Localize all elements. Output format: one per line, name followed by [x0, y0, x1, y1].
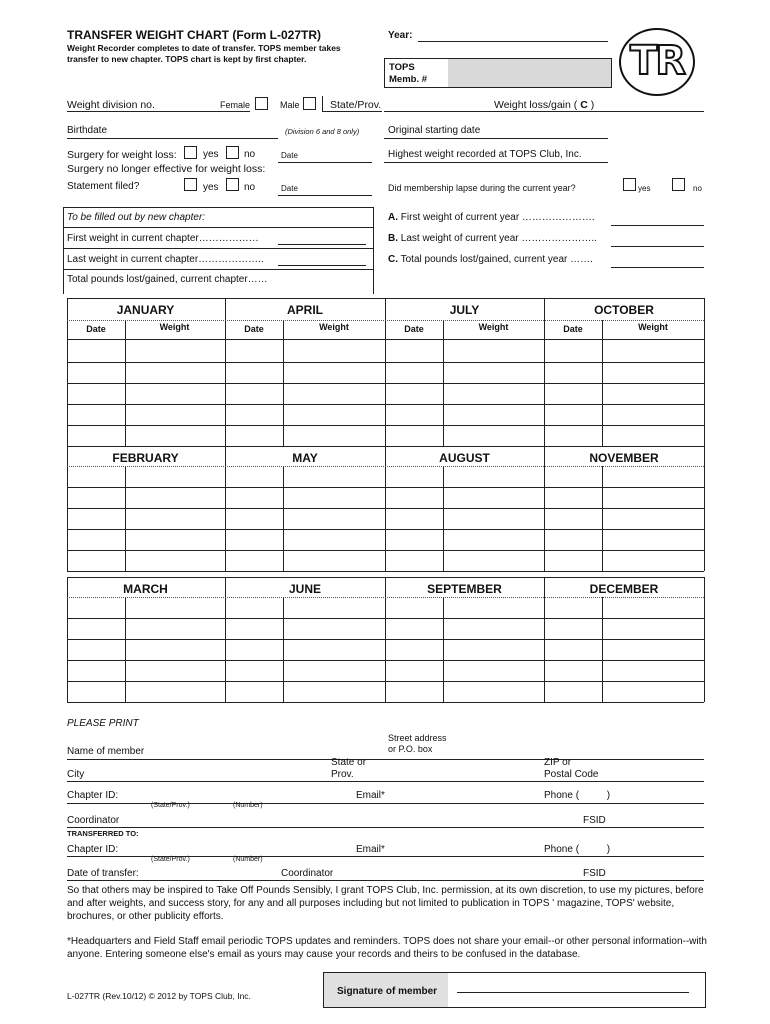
weight-cell[interactable]: [603, 597, 703, 617]
male-label: Male: [280, 100, 300, 110]
weight-cell[interactable]: [284, 660, 384, 680]
date-cell[interactable]: [68, 487, 124, 507]
weight-column-header: Weight: [159, 322, 190, 332]
date-cell[interactable]: [545, 550, 601, 570]
weight-cell[interactable]: [284, 466, 384, 486]
date-of-transfer-label: Date of transfer:: [67, 868, 139, 879]
original-starting-date-label: Original starting date: [388, 125, 481, 136]
weight-cell[interactable]: [126, 660, 223, 680]
date-cell[interactable]: [68, 639, 124, 659]
weight-cell[interactable]: [603, 487, 703, 507]
weight-cell[interactable]: [284, 618, 384, 638]
date-cell[interactable]: [386, 466, 442, 486]
c-letter: C.: [388, 254, 398, 265]
grid-row-line: [67, 425, 704, 426]
date-cell[interactable]: [545, 618, 601, 638]
date-cell[interactable]: [545, 597, 601, 617]
weight-cell[interactable]: [126, 639, 223, 659]
weight-cell[interactable]: [284, 639, 384, 659]
date-cell[interactable]: [68, 660, 124, 680]
date-cell[interactable]: [226, 341, 282, 361]
date-cell[interactable]: [386, 341, 442, 361]
transferred-to-label: TRANSFERRED TO:: [67, 829, 139, 838]
new-phone-label: Phone ( ): [544, 844, 611, 855]
a-letter: A.: [388, 212, 398, 223]
date-cell[interactable]: [386, 508, 442, 528]
weight-cell[interactable]: [284, 529, 384, 549]
date-cell[interactable]: [68, 508, 124, 528]
male-checkbox[interactable]: [303, 97, 316, 110]
member-name-field[interactable]: [67, 745, 704, 760]
date-cell[interactable]: [386, 660, 442, 680]
member-number-field[interactable]: [448, 59, 611, 87]
weight-cell[interactable]: [126, 383, 223, 403]
weight-cell[interactable]: [603, 466, 703, 486]
date-cell[interactable]: [386, 639, 442, 659]
weight-cell[interactable]: [126, 341, 223, 361]
date-cell[interactable]: [545, 362, 601, 382]
date-cell[interactable]: [226, 639, 282, 659]
signature-line[interactable]: [457, 992, 689, 993]
weight-cell[interactable]: [284, 597, 384, 617]
statement-yes-label: yes: [203, 182, 219, 193]
last-weight-field[interactable]: [278, 251, 366, 266]
surgery-yes-checkbox[interactable]: [184, 146, 197, 159]
grid-row-line: [67, 487, 704, 488]
b-text: Last weight of current year …………………..: [400, 233, 597, 244]
weight-cell[interactable]: [603, 529, 703, 549]
weight-cell[interactable]: [284, 425, 384, 445]
surgery-no-label: no: [244, 149, 256, 160]
grid-row-line: [67, 660, 704, 661]
prov-label: Prov.: [331, 769, 354, 780]
tr-logo: [619, 28, 695, 96]
weight-column-header: Weight: [319, 322, 349, 332]
city-field[interactable]: [67, 767, 704, 782]
statement-yes-checkbox[interactable]: [184, 178, 197, 191]
date-cell[interactable]: [545, 681, 601, 701]
month-header: DECEMBER: [589, 582, 659, 596]
weight-cell[interactable]: [284, 487, 384, 507]
month-header: MAY: [292, 451, 318, 465]
weight-division-label: Weight division no.: [67, 99, 155, 111]
surgery-date-label: Date: [281, 151, 298, 160]
grid-row-line: [67, 681, 704, 682]
grid-row-line: [67, 529, 704, 530]
date-cell[interactable]: [545, 660, 601, 680]
year-label: Year:: [388, 30, 413, 41]
signature-box: [323, 972, 706, 1008]
surgery-no-longer-label: Surgery no longer effective for weight loss:: [67, 163, 266, 175]
weight-column-header: Weight: [478, 322, 509, 332]
weight-cell[interactable]: [126, 508, 223, 528]
weight-cell[interactable]: [603, 362, 703, 382]
a-first-weight-label: [388, 212, 595, 223]
female-label: Female: [220, 100, 251, 110]
b-last-weight-field[interactable]: [611, 232, 704, 247]
month-header: MARCH: [123, 582, 168, 596]
tops-label: TOPS: [389, 62, 415, 73]
weight-cell[interactable]: [444, 487, 543, 507]
memb-number-label: Memb. #: [389, 74, 428, 85]
tops-member-number-box: [384, 58, 612, 88]
weight-cell[interactable]: [444, 660, 543, 680]
c-total-pounds-label: [388, 254, 593, 265]
weight-cell[interactable]: [603, 383, 703, 403]
date-cell[interactable]: [226, 681, 282, 701]
date-column-header: Date: [563, 324, 583, 334]
b-last-weight-label: [388, 233, 597, 244]
weight-cell[interactable]: [603, 618, 703, 638]
weight-cell[interactable]: [284, 404, 384, 424]
weight-cell[interactable]: [603, 341, 703, 361]
date-cell[interactable]: [545, 466, 601, 486]
date-cell[interactable]: [226, 550, 282, 570]
month-header-underline: [67, 466, 704, 467]
first-weight-label: First weight in current chapter………………: [67, 233, 259, 244]
email-notice-text: *Headquarters and Field Staff email periodic TOPS updates and reminders. TOPS does not share your email--or other personal information--with anyone. Entering someone else's email as yours may cause your records and theirs to be confused in the database.: [67, 936, 707, 960]
date-cell[interactable]: [68, 404, 124, 424]
date-cell[interactable]: [545, 487, 601, 507]
form-revision: L-027TR (Rev.10/12) © 2012 by TOPS Club, Inc.: [67, 991, 251, 1001]
date-column-header: Date: [244, 324, 264, 334]
fsid-label: FSID: [583, 815, 606, 826]
date-cell[interactable]: [386, 597, 442, 617]
date-cell[interactable]: [386, 425, 442, 445]
birthdate-label: Birthdate: [67, 125, 108, 136]
statement-no-label: no: [244, 182, 256, 193]
weight-cell[interactable]: [126, 681, 223, 701]
weight-cell[interactable]: [444, 681, 543, 701]
city-label: City: [67, 769, 85, 780]
date-cell[interactable]: [226, 508, 282, 528]
coordinator-field[interactable]: [67, 813, 704, 828]
date-cell[interactable]: [68, 383, 124, 403]
lapse-no-label: no: [693, 184, 702, 193]
statement-date-field[interactable]: [278, 181, 372, 196]
weight-cell[interactable]: [444, 597, 543, 617]
weight-cell[interactable]: [284, 550, 384, 570]
chapter-state-prov-hint: (State/Prov.): [151, 802, 190, 809]
weight-loss-gain-c: C: [580, 99, 588, 111]
weight-cell[interactable]: [126, 529, 223, 549]
weight-cell[interactable]: [444, 550, 543, 570]
grid-right-border: [704, 446, 705, 571]
weight-cell[interactable]: [444, 618, 543, 638]
weight-cell[interactable]: [444, 639, 543, 659]
female-checkbox[interactable]: [255, 97, 268, 110]
weight-cell[interactable]: [126, 466, 223, 486]
grid-block-bottom-line: [67, 571, 704, 572]
date-cell[interactable]: [226, 466, 282, 486]
c-total-pounds-field[interactable]: [611, 253, 704, 268]
month-header: NOVEMBER: [589, 451, 659, 465]
weight-cell[interactable]: [126, 550, 223, 570]
surgery-no-checkbox[interactable]: [226, 146, 239, 159]
c-text: Total pounds lost/gained, current year …….: [400, 254, 593, 265]
date-cell[interactable]: [386, 618, 442, 638]
new-chapter-state-prov-hint: (State/Prov.): [151, 856, 190, 863]
month-header-underline: [67, 320, 704, 321]
weight-cell[interactable]: [284, 362, 384, 382]
grid-row-line: [67, 508, 704, 509]
date-cell[interactable]: [226, 618, 282, 638]
date-cell[interactable]: [226, 487, 282, 507]
form-description-line-1: Weight Recorder completes to date of transfer. TOPS member takes: [67, 43, 341, 53]
statement-no-checkbox[interactable]: [226, 178, 239, 191]
member-name-label: Name of member: [67, 746, 145, 757]
date-cell[interactable]: [386, 487, 442, 507]
highest-weight-field[interactable]: [384, 148, 608, 163]
date-cell[interactable]: [68, 425, 124, 445]
date-cell[interactable]: [68, 466, 124, 486]
phone-label: Phone ( ): [544, 790, 611, 801]
statement-date-label: Date: [281, 184, 298, 193]
date-cell[interactable]: [226, 362, 282, 382]
email-label: Email*: [356, 790, 385, 801]
original-starting-date-field[interactable]: [384, 124, 608, 139]
state-or-label: State or: [331, 757, 367, 768]
weight-cell[interactable]: [444, 383, 543, 403]
new-fsid-label: FSID: [583, 868, 606, 879]
weight-loss-gain-prefix: Weight loss/gain (: [494, 99, 578, 111]
date-cell[interactable]: [226, 383, 282, 403]
date-cell[interactable]: [545, 529, 601, 549]
weight-cell[interactable]: [444, 404, 543, 424]
division-note: (Division 6 and 8 only): [285, 127, 360, 136]
membership-lapse-label: Did membership lapse during the current year?: [388, 183, 576, 193]
coordinator-label: Coordinator: [67, 815, 120, 826]
postal-code-label: Postal Code: [544, 769, 599, 780]
grid-row-line: [67, 618, 704, 619]
weight-cell[interactable]: [603, 508, 703, 528]
chapter-id-label: Chapter ID:: [67, 790, 119, 801]
a-text: First weight of current year ………………….: [400, 212, 595, 223]
weight-cell[interactable]: [444, 529, 543, 549]
weight-cell[interactable]: [126, 404, 223, 424]
grid-row-line: [67, 404, 704, 405]
a-first-weight-field[interactable]: [611, 211, 704, 226]
grid-row-line: [67, 639, 704, 640]
weight-loss-gain-label: [494, 99, 594, 111]
date-cell[interactable]: [545, 341, 601, 361]
weight-cell[interactable]: [444, 508, 543, 528]
date-cell[interactable]: [545, 639, 601, 659]
weight-cell[interactable]: [603, 681, 703, 701]
date-cell[interactable]: [386, 681, 442, 701]
new-chapter-heading: To be filled out by new chapter:: [67, 212, 206, 223]
date-cell[interactable]: [386, 404, 442, 424]
weight-cell[interactable]: [444, 466, 543, 486]
chapter-number-hint: (Number): [233, 802, 263, 809]
date-column-header: Date: [404, 324, 424, 334]
signature-label: Signature of member: [337, 986, 438, 997]
b-letter: B.: [388, 233, 398, 244]
street-address-label: Street address: [388, 733, 447, 743]
month-header: FEBRUARY: [112, 451, 179, 465]
please-print-label: PLEASE PRINT: [67, 718, 139, 729]
grid-row-line: [67, 383, 704, 384]
date-cell[interactable]: [68, 341, 124, 361]
date-cell[interactable]: [68, 597, 124, 617]
first-weight-field[interactable]: [278, 230, 366, 245]
weight-cell[interactable]: [603, 550, 703, 570]
date-cell[interactable]: [68, 529, 124, 549]
weight-cell[interactable]: [284, 681, 384, 701]
weight-loss-gain-suffix: ): [590, 99, 595, 111]
weight-cell[interactable]: [284, 383, 384, 403]
month-header: OCTOBER: [594, 303, 654, 317]
grid-row-line: [67, 362, 704, 363]
weight-cell[interactable]: [444, 425, 543, 445]
zip-label: ZIP or: [544, 757, 572, 768]
weight-cell[interactable]: [126, 362, 223, 382]
weight-cell[interactable]: [444, 362, 543, 382]
date-cell[interactable]: [386, 383, 442, 403]
month-header: APRIL: [287, 303, 323, 317]
date-cell[interactable]: [68, 550, 124, 570]
weight-cell[interactable]: [603, 404, 703, 424]
date-cell[interactable]: [226, 660, 282, 680]
date-of-transfer-field[interactable]: [67, 866, 704, 881]
date-cell[interactable]: [386, 362, 442, 382]
highest-weight-label: Highest weight recorded at TOPS Club, Inc.: [388, 149, 582, 160]
last-weight-label: Last weight in current chapter………………..: [67, 254, 264, 265]
date-cell[interactable]: [226, 425, 282, 445]
form-title: TRANSFER WEIGHT CHART (Form L-027TR): [67, 28, 321, 42]
weight-column-header: Weight: [638, 322, 668, 332]
weight-cell[interactable]: [444, 341, 543, 361]
month-header: JUNE: [288, 582, 321, 596]
lapse-yes-checkbox[interactable]: [623, 178, 636, 191]
surgery-date-field[interactable]: [278, 148, 372, 163]
weight-cell[interactable]: [284, 508, 384, 528]
weight-cell[interactable]: [603, 639, 703, 659]
date-cell[interactable]: [386, 550, 442, 570]
grid-block-bottom-line: [67, 702, 704, 703]
date-cell[interactable]: [226, 529, 282, 549]
photo-permission-text: So that others may be inspired to Take Off Pounds Sensibly, I grant TOPS Club, Inc. permission, at its own discretion, to use my pictures, before and after weights, and success story, for any and all purposes including but not limited to publication in TOPS ' magazine, TOPS' website, brochures, or other publicity efforts.: [67, 885, 704, 922]
po-box-label: or P.O. box: [388, 744, 433, 754]
date-cell[interactable]: [68, 362, 124, 382]
new-coordinator-label: Coordinator: [281, 868, 334, 879]
state-prov-label: State/Prov.: [330, 99, 382, 111]
new-email-label: Email*: [356, 844, 385, 855]
weight-cell[interactable]: [126, 597, 223, 617]
date-cell[interactable]: [226, 597, 282, 617]
grid-right-border: [704, 298, 705, 446]
new-chapter-id-label: Chapter ID:: [67, 844, 119, 855]
grid-right-border: [704, 577, 705, 702]
surgery-loss-label: Surgery for weight loss:: [67, 149, 177, 161]
weight-cell[interactable]: [284, 341, 384, 361]
total-pounds-label: Total pounds lost/gained, current chapter……: [67, 274, 268, 285]
tr-logo-text: TR: [629, 38, 685, 84]
date-column-header: Date: [86, 324, 106, 334]
date-cell[interactable]: [545, 508, 601, 528]
date-cell[interactable]: [68, 681, 124, 701]
date-cell[interactable]: [226, 404, 282, 424]
month-header: AUGUST: [439, 451, 490, 465]
lapse-yes-label: yes: [638, 184, 651, 193]
weight-cell[interactable]: [126, 425, 223, 445]
date-cell[interactable]: [545, 404, 601, 424]
birthdate-field[interactable]: [67, 124, 278, 139]
date-cell[interactable]: [386, 529, 442, 549]
new-chapter-number-hint: (Number): [233, 856, 263, 863]
lapse-no-checkbox[interactable]: [672, 178, 685, 191]
year-field[interactable]: [418, 27, 608, 42]
month-header: SEPTEMBER: [427, 582, 502, 596]
surgery-yes-label: yes: [203, 149, 219, 160]
weight-cell[interactable]: [603, 425, 703, 445]
date-cell[interactable]: [545, 425, 601, 445]
form-description-line-2: transfer to new chapter. TOPS chart is kept by first chapter.: [67, 54, 307, 64]
date-cell[interactable]: [545, 383, 601, 403]
weight-cell[interactable]: [126, 487, 223, 507]
weight-cell[interactable]: [126, 618, 223, 638]
month-header-underline: [67, 597, 704, 598]
subheader-underline: [67, 339, 704, 340]
month-header: JANUARY: [116, 303, 175, 317]
statement-filed-label: Statement filed?: [67, 181, 140, 192]
date-cell[interactable]: [68, 618, 124, 638]
grid-row-line: [67, 550, 704, 551]
weight-cell[interactable]: [603, 660, 703, 680]
month-header: JULY: [449, 303, 480, 317]
